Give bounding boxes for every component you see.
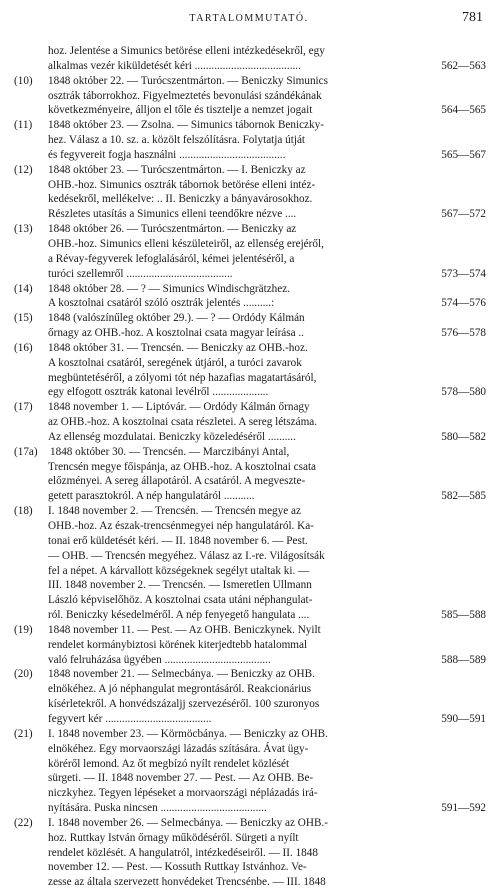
toc-entry	[14, 504, 486, 623]
entry-text: zesse az általa szervezett honvédeket Trencsénbe. — III. 1848	[48, 876, 326, 889]
toc-entry-line	[14, 816, 486, 831]
entry-text: 1848 november 11. — Pest. — Az OHB. Beniczkynek. Nyilt	[48, 623, 321, 636]
toc-entry-line	[14, 415, 486, 430]
toc-entry-line	[14, 682, 486, 697]
toc-entry-line	[14, 474, 486, 489]
entry-text: 1848 november 21. — Selmecbánya. — Beniczky az OHB.	[48, 668, 315, 681]
toc-entry	[14, 816, 486, 890]
toc-entry-line	[14, 697, 486, 712]
toc-entry-line	[14, 564, 486, 579]
entry-number: (13)	[14, 223, 33, 236]
toc-entry-line	[14, 771, 486, 786]
toc-entry-line	[14, 178, 486, 193]
entry-text: köréről lemond. Az őt megbízó nyílt rendelet közlését	[48, 757, 290, 770]
toc-entry-line	[14, 326, 486, 341]
toc-entry-line	[14, 875, 486, 890]
toc-entry-line	[14, 296, 486, 311]
entry-text: A kosztolnai csatáról szóló osztrák jelentés ..........:	[48, 297, 275, 310]
entry-text: 1848 (valószínűleg október 29.). — ? — Ordódy Kálmán	[48, 312, 305, 325]
toc-entry	[14, 623, 486, 668]
entry-text: III. 1848 november 2. — Trencsén. — Ismeretlen Ullmann	[48, 579, 312, 592]
entry-text: hoz. Jelentése a Simunics betörése elleni intézkedésekről, egy	[48, 45, 325, 57]
entry-number: (16)	[14, 341, 33, 354]
entry-number: (19)	[14, 623, 33, 636]
entry-text: kedésekről, mellékelve: .. II. Beniczky a bányavárosokhoz.	[48, 193, 313, 206]
toc-entry-line	[14, 237, 486, 252]
entry-text: I. 1848 november 23. — Körmöcbánya. — Beniczky az OHB.	[48, 727, 328, 740]
entry-text: nyítására. Puska nincsen ......................................	[48, 802, 267, 815]
entry-text: I. 1848 november 2. — Trencsén. — Trencsén megye az	[48, 505, 301, 518]
toc-entry-line	[14, 786, 486, 801]
toc-entry-line	[14, 103, 486, 118]
toc-entry	[14, 74, 486, 119]
toc-entry-line	[14, 44, 486, 59]
entry-text: megbüntetéséről, a zólyomi tót nép hazafias magatartásáról,	[48, 371, 317, 384]
toc-entry-line	[14, 371, 486, 386]
toc-entry-line	[14, 133, 486, 148]
running-title: TARTALOMMUTATÓ.	[189, 13, 309, 24]
toc-entry-line	[14, 445, 486, 460]
toc-entry-line	[14, 593, 486, 608]
entry-number: (11)	[14, 119, 33, 132]
toc-entry-line	[14, 192, 486, 207]
entry-text: Részletes utasítás a Simunics elleni teendőkre nézve ....	[48, 208, 297, 221]
toc-entry-line	[14, 311, 486, 326]
toc-entry-line	[14, 667, 486, 682]
toc-entry-line	[14, 460, 486, 475]
entry-text: OHB.-hoz. Az észak-trencsénmegyei nép hangulatáról. Ka-	[48, 520, 314, 532]
toc-entry-line	[14, 430, 486, 445]
entry-number: (17a)	[14, 445, 38, 458]
entry-text: és fegyvereit fogja használni ......................................	[48, 148, 286, 161]
toc-entry	[14, 118, 486, 163]
entry-text: tonai erő küldetését kéri. — II. 1848 november 6. — Pest.	[48, 534, 308, 547]
toc-entry	[14, 667, 486, 726]
toc-entry-line	[14, 549, 486, 564]
entry-number: (17)	[14, 401, 33, 414]
entry-text: 1848 október 31. — Trencsén. — Beniczky az OHB.-hoz.	[48, 341, 308, 354]
entry-page-range: 585—588	[441, 609, 486, 622]
toc-entry	[14, 445, 486, 504]
toc-entry	[14, 400, 486, 445]
entry-text: való felruházása ügyében ......................................	[48, 653, 271, 666]
entry-text: ról. Beniczky késedelméről. A nép fenyegető hangulata ....	[48, 609, 310, 622]
entry-text: OHB.-hoz. Simunics elleni készületeiről, az ellenség erejéről,	[48, 237, 324, 250]
toc-entry-line	[14, 282, 486, 297]
entry-page-range: 576—578	[441, 327, 486, 340]
toc-entry-line	[14, 163, 486, 178]
entry-page-range: 580—582	[441, 430, 486, 443]
toc-entry	[14, 341, 486, 400]
entry-text: niczkyhez. Tegyen lépéseket a morvaországi néplázadás irá-	[48, 787, 318, 800]
entry-text: előzményei. A sereg állapotáról. A csatáról. A megveszte-	[48, 475, 306, 488]
entry-page-range: 582—585	[441, 490, 486, 503]
entry-page-range: 565—567	[441, 148, 486, 161]
entry-text: az OHB.-hoz. A kosztolnai csata részletei. A sereg létszáma.	[48, 416, 318, 429]
toc-entry-line	[14, 504, 486, 519]
toc-entry	[14, 222, 486, 281]
entry-text: OHB.-hoz. Simunics osztrák tábornok betörése elleni intéz-	[48, 178, 316, 191]
entry-text: hoz. Ruttkay István őrnagy működéséről. Sürgeti a nyílt	[48, 831, 299, 844]
toc-entry-line	[14, 356, 486, 371]
entry-page-range: 564—565	[441, 104, 486, 117]
entry-number: (21)	[14, 727, 33, 740]
toc-entry-line	[14, 59, 486, 74]
toc-entry-line	[14, 742, 486, 757]
entry-text: Trencsén megye főispánja, az OHB.-hoz. A kosztolnai csata	[48, 460, 317, 473]
toc-entry-line	[14, 860, 486, 875]
entry-text: 1848 október 22. — Turócszentmárton. — Beniczky Simunics	[48, 74, 328, 87]
toc-entry-line	[14, 489, 486, 504]
entry-text: őrnagy az OHB.-hoz. A kosztolnai csata magyar leírása ..	[48, 327, 304, 340]
entry-number: (14)	[14, 282, 33, 295]
toc-entry-line	[14, 89, 486, 104]
page-header	[0, 10, 498, 26]
entry-text: következményeire, álljon el tőle és tisztelje a nemzet jogait	[48, 104, 313, 117]
entry-text: 1848 október 28. — ? — Simunics Windischgrätzhez.	[48, 282, 291, 295]
entry-page-range: 591—592	[441, 802, 486, 815]
entry-text: turóci szellemről ......................................	[48, 267, 233, 280]
toc-entry-line	[14, 608, 486, 623]
entry-text: 1848 október 23. — Zsolna. — Simunics tábornok Beniczky-	[48, 119, 324, 132]
toc-entry-line	[14, 712, 486, 727]
toc-entry-line	[14, 74, 486, 89]
entry-page-range: 588—589	[441, 653, 486, 666]
toc-entry-line	[14, 118, 486, 133]
entry-text: hez. Válasz a 10. sz. a. közölt felszólításra. Folytatja útját	[48, 134, 306, 147]
entry-text: rendelet kormánybiztosi körének kiterjedtebb hatalommal	[48, 638, 308, 651]
entry-number: (20)	[14, 668, 33, 681]
entry-number: (22)	[14, 816, 33, 829]
toc-entry-line	[14, 148, 486, 163]
entry-text: 1848 október 26. — Turócszentmárton. — Beniczky az	[48, 223, 297, 236]
toc-entry-line	[14, 653, 486, 668]
entry-text: A kosztolnai csatáról, seregének útjáról, a turóci zavarok	[48, 356, 302, 369]
toc-entry	[14, 727, 486, 816]
entry-text: elnökéhez. A jó néphangulat megrontásáról. Reakcionárius	[48, 683, 312, 696]
entry-page-range: 578—580	[441, 386, 486, 399]
entry-page-range: 567—572	[441, 208, 486, 221]
entry-text: rendelet közlését. A hangulatról, intézkedéseiről. — II. 1848	[48, 846, 318, 859]
toc-entry-line	[14, 222, 486, 237]
entry-text: fel a népet. A kárvallott községeknek segélyt utaltak ki. —	[48, 564, 310, 577]
entry-text: elnökéhez. Egy morvaországi lázadás szítására. Ávat ügy-	[48, 742, 309, 755]
entry-text: sürgeti. — II. 1848 november 27. — Pest. — Az OHB. Be-	[48, 772, 314, 785]
entry-text: László képviselőhöz. A kosztolnai csata utáni néphangulat-	[48, 594, 313, 607]
entry-page-range: 590—591	[441, 712, 486, 725]
entry-text: osztrák táborrokhoz. Figyelmeztetés bevonulási szándékának	[48, 89, 322, 102]
toc-entry	[14, 44, 486, 74]
toc-entry-line	[14, 400, 486, 415]
entry-page-range: 562—563	[441, 59, 486, 72]
toc-entry	[14, 282, 486, 312]
entry-text: Az ellenség mozdulatai. Beniczky közeledéséről ..........	[48, 430, 296, 443]
toc-entry-line	[14, 385, 486, 400]
entry-text: alkalmas vezér kiküldetését kéri ......................................	[48, 59, 301, 72]
toc-entry	[14, 163, 486, 222]
entry-text: kísérletekről. A honvédszázaljj szervezéséről. 100 szuronyos	[48, 698, 320, 711]
page-number: 781	[462, 10, 483, 25]
toc-entry-line	[14, 252, 486, 267]
entry-text: a Révay-fegyverek lefoglalásáról, kémei jelentéséről, a	[48, 252, 295, 265]
toc-entry-line	[14, 519, 486, 534]
entry-page-range: 574—576	[441, 297, 486, 310]
entry-text: 1848 október 23. — Turócszentmárton. — I. Beniczky az	[48, 163, 306, 176]
toc-entry-line	[14, 831, 486, 846]
entry-text: I. 1848 november 26. — Selmecbánya. — Beniczky az OHB.-	[48, 816, 328, 829]
entry-number: (10)	[14, 74, 33, 87]
entry-text: 1848 október 30. — Trencsén. — Marczibányi Antal,	[50, 445, 290, 458]
toc-entry-line	[14, 757, 486, 772]
toc-entry-line	[14, 341, 486, 356]
toc-entry-line	[14, 534, 486, 549]
entry-text: egy elfogott osztrák katonai levélről ....................	[48, 386, 269, 399]
entry-text: november 12. — Pest. — Kossuth Ruttkay Istvánhoz. Ve-	[48, 861, 307, 874]
toc-entry-line	[14, 638, 486, 653]
toc-entry-line	[14, 207, 486, 222]
toc-entry	[14, 311, 486, 341]
entry-number: (18)	[14, 505, 33, 518]
entry-page-range: 573—574	[441, 267, 486, 280]
entry-number: (15)	[14, 312, 33, 325]
entry-text: — OHB. — Trencsén megyéhez. Válasz az I.-re. Világosítsák	[48, 549, 325, 562]
entry-text: getett parasztokról. A nép hangulatáról ...........	[48, 490, 255, 503]
entry-text: fegyvert kér ......................................	[48, 712, 212, 725]
toc-entry-line	[14, 801, 486, 816]
toc-entry-line	[14, 727, 486, 742]
toc-entry-line	[14, 578, 486, 593]
table-of-contents	[14, 44, 486, 890]
toc-entry-line	[14, 623, 486, 638]
entry-text: 1848 november 1. — Liptóvár. — Ordódy Kálmán őrnagy	[48, 401, 310, 414]
entry-number: (12)	[14, 163, 33, 176]
toc-entry-line	[14, 846, 486, 861]
toc-entry-line	[14, 267, 486, 282]
